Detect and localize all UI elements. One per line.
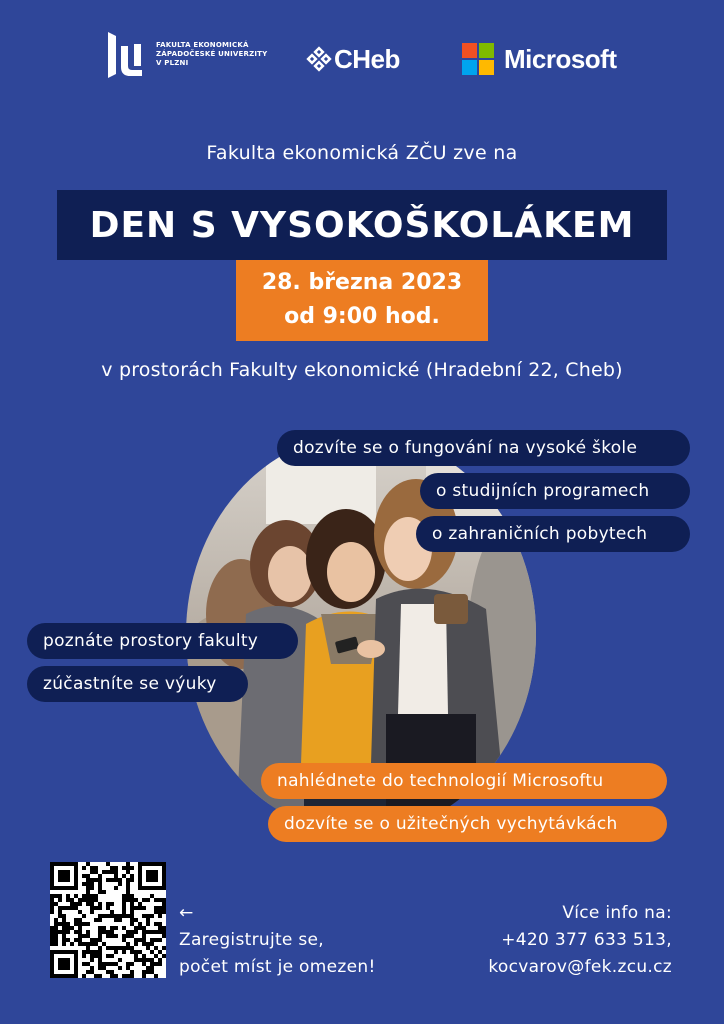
zcu-logo xyxy=(106,30,266,80)
microsoft-logo-text: Microsoft xyxy=(504,43,617,74)
intro-text: Fakulta ekonomická ZČU zve na xyxy=(206,142,518,164)
contact-email[interactable]: kocvarov@fek.zcu.cz xyxy=(488,957,672,977)
bullet-attend-classes: zúčastníte se výuky xyxy=(27,666,248,702)
zcu-logo-line: FAKULTA EKONOMICKÁ xyxy=(156,41,249,49)
qr-code-pattern xyxy=(50,862,166,978)
bullet-useful-tips: dozvíte se o užitečných vychytávkách xyxy=(268,806,667,842)
bullet-microsoft-tech: nahlédnete do technologií Microsoftu xyxy=(261,763,667,799)
registration-qr-code[interactable] xyxy=(50,862,166,978)
zcu-logo-text xyxy=(156,41,276,68)
contact-info xyxy=(488,900,672,981)
contact-heading: Více info na: xyxy=(562,903,672,923)
date-banner xyxy=(236,260,488,341)
event-date: 28. března 2023 xyxy=(261,270,463,295)
page-title: DEN S VYSOKOŠKOLÁKEM xyxy=(89,204,635,246)
zcu-mark-icon xyxy=(106,30,146,80)
bullet-foreign-stays: o zahraničních pobytech xyxy=(416,516,690,552)
cheb-logo xyxy=(306,42,400,76)
bullet-university-life: dozvíte se o fungování na vysoké škole xyxy=(277,430,690,466)
microsoft-logo xyxy=(462,42,617,76)
event-time: od 9:00 hod. xyxy=(284,304,440,329)
location-text: v prostorách Fakulty ekonomické (Hradební 22, Cheb) xyxy=(101,359,623,381)
bullet-study-programs: o studijních programech xyxy=(420,473,690,509)
zcu-logo-line: V PLZNI xyxy=(156,59,189,67)
registration-note: počet míst je omezen! xyxy=(179,957,376,977)
registration-line: Zaregistrujte se, xyxy=(179,930,325,950)
title-banner xyxy=(57,190,667,260)
contact-phone[interactable]: +420 377 633 513, xyxy=(501,930,672,950)
registration-text xyxy=(179,900,376,981)
cheb-logo-text: CHeb xyxy=(334,43,400,74)
cheb-knot-icon xyxy=(306,46,332,72)
microsoft-grid-icon xyxy=(462,43,494,75)
bullet-faculty-premises: poznáte prostory fakulty xyxy=(27,623,298,659)
arrow-left-icon: ← xyxy=(179,903,194,923)
zcu-logo-line: ZÁPADOČESKÉ UNIVERZITY xyxy=(156,50,268,58)
